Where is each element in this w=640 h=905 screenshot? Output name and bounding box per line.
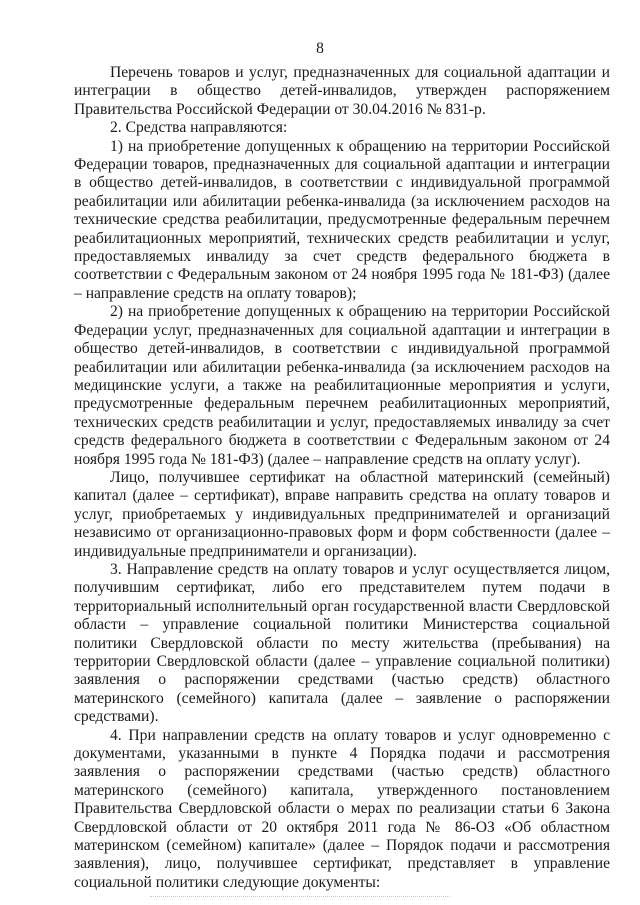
page-number: 8	[316, 40, 324, 57]
paragraph-list-reference: Перечень товаров и услуг, предназначенных для социальной адаптации и интеграции в общество детей-инвалидов, утвержден распоряжением Правительства Российской Федерации от 30.04.2016 № 831-р.	[74, 64, 610, 118]
footer-scan-artifact	[150, 896, 450, 899]
paragraph-section-4: 4. При направлении средств на оплату товаров и услуг одновременно с документами, указанными в пункте 4 Порядка подачи и рассмотрения заявления о распоряжении средствами (частью средств) областного материнского (семейного) капитала, утвержденного постановлением Правительства Свердловской области о мерах по реализации статьи 6 Закона Свердловской области от 20 октября 2011 года № 86-ОЗ «Об областном материнском (семейном) капитале» (далее – Порядок подачи и рассмотрения заявления), лицо, получившее сертификат, представляет в управление социальной политики следующие документы:	[74, 726, 610, 891]
paragraph-item-2-services: 2) на приобретение допущенных к обращению на территории Российской Федерации услуг, предназначенных для социальной адаптации и интеграции в общество детей-инвалидов, в соответствии с индивидуальной программой реабилитации или абилитации ребенка-инвалида (за исключением расходов на медицинские услуги, а также на реабилитационные мероприятия и услуги, предусмотренные федеральным перечнем реабилитационных мероприятий, технических средств реабилитации и услуг, предоставляемых инвалиду за счет средств федерального бюджета в соответствии с Федеральным законом от 24 ноября 1995 года № 181-ФЗ) (далее – направление средств на оплату услуг).	[74, 303, 610, 468]
paragraph-section-3: 3. Направление средств на оплату товаров и услуг осуществляется лицом, получившим сертификат, либо его представителем путем подачи в территориальный исполнительный орган государственной власти Свердловской области – управление социальной политики Министерства социальной политики Свердловской области по месту жительства (пребывания) на территории Свердловской области (далее – управление социальной политики) заявления о распоряжении средствами (частью средств) областного материнского (семейного) капитала (далее – заявление о распоряжении средствами).	[74, 560, 610, 726]
document-body	[74, 64, 610, 892]
paragraph-item-1-goods: 1) на приобретение допущенных к обращению на территории Российской Федерации товаров, предназначенных для социальной адаптации и интеграции в общество детей-инвалидов, в соответствии с индивидуальной программой реабилитации или абилитации ребенка-инвалида (за исключением расходов на технические средства реабилитации, предусмотренные федеральным перечнем реабилитационных мероприятий, технических средств реабилитации и услуг, предоставляемых инвалиду за счет средств федерального бюджета в соответствии с Федеральным законом от 24 ноября 1995 года № 181-ФЗ) (далее – направление средств на оплату товаров);	[74, 137, 610, 302]
paragraph-section-2-heading: 2. Средства направляются:	[110, 119, 288, 137]
paragraph-certificate-holder: Лицо, получившее сертификат на областной материнский (семейный) капитал (далее – сертификат), вправе направить средства на оплату товаров и услуг, приобретаемых у индивидуальных предпринимателей и организаций независимо от организационно-правовых форм и форм собственности (далее – индивидуальные предприниматели и организации).	[74, 468, 610, 560]
